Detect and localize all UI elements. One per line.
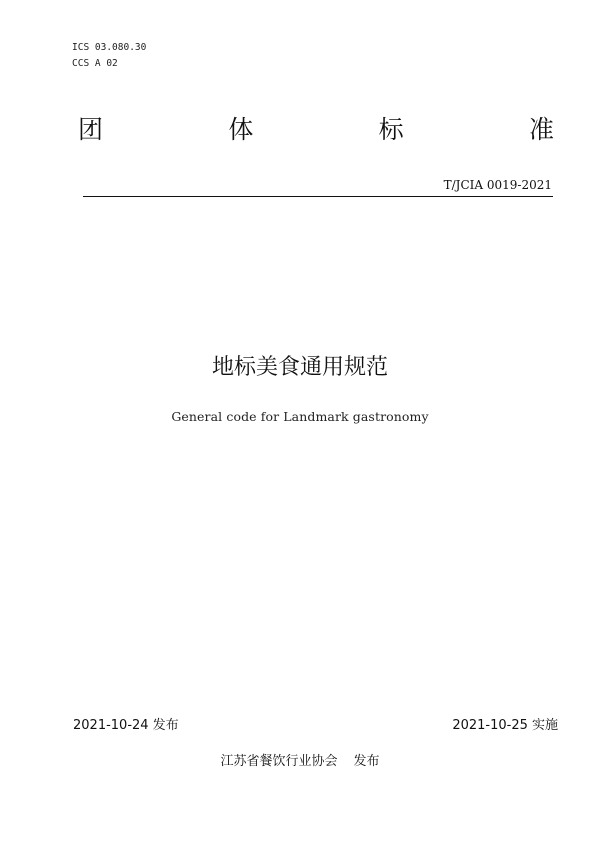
header-char-1: 团	[78, 115, 104, 144]
header-char-2: 体	[228, 115, 254, 144]
publisher-action: 发布	[353, 754, 380, 769]
header-char-3: 标	[378, 115, 404, 144]
standard-number: T/JCIA 0019-2021	[443, 178, 552, 192]
standard-type-header	[78, 112, 554, 148]
ccs-code: CCS A 02	[72, 58, 118, 69]
title-chinese: 地标美食通用规范	[211, 355, 388, 380]
header-divider	[83, 196, 553, 197]
issue-date: 2021-10-24 发布	[73, 718, 179, 733]
publisher-line	[0, 752, 600, 772]
classification-codes	[72, 40, 146, 72]
implementation-date: 2021-10-25 实施	[452, 718, 558, 733]
publisher-organization: 江苏省餐饮行业协会	[220, 754, 338, 769]
title-english: General code for Landmark gastronomy	[171, 409, 429, 424]
header-char-4: 准	[528, 115, 554, 144]
ics-code: ICS 03.080.30	[72, 42, 147, 53]
